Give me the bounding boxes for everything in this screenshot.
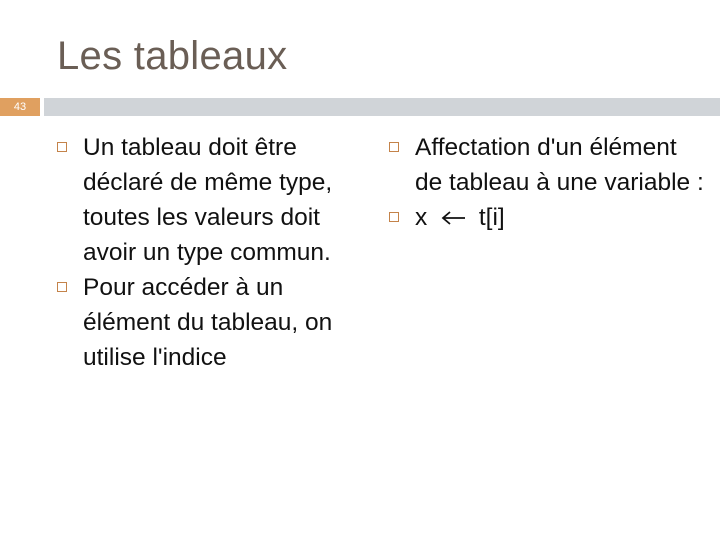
list-item	[389, 200, 709, 236]
title-divider-bar	[44, 98, 720, 116]
bullet-list-left	[57, 130, 357, 375]
slide-number-badge: 43	[0, 98, 40, 116]
bullet-list-right	[389, 130, 709, 236]
left-arrow-icon	[440, 201, 466, 236]
bullet-text: Affectation d'un élément de tableau à une variable :	[415, 134, 704, 196]
list-item	[389, 130, 709, 200]
square-bullet-icon	[389, 212, 399, 222]
bullet-text: Un tableau doit être déclaré de même type, toutes les valeurs doit avoir un type commun.	[83, 134, 333, 266]
assignment-rhs: t[i]	[478, 204, 505, 231]
list-item	[57, 130, 357, 270]
slide-title: Les tableaux	[57, 34, 288, 78]
right-column	[389, 130, 709, 236]
bullet-text: Pour accéder à un élément du tableau, on utilise l'indice	[83, 274, 333, 371]
square-bullet-icon	[57, 142, 67, 152]
square-bullet-icon	[389, 142, 399, 152]
left-column	[57, 130, 357, 375]
list-item	[57, 270, 357, 375]
square-bullet-icon	[57, 282, 67, 292]
assignment-lhs: x	[415, 204, 428, 231]
